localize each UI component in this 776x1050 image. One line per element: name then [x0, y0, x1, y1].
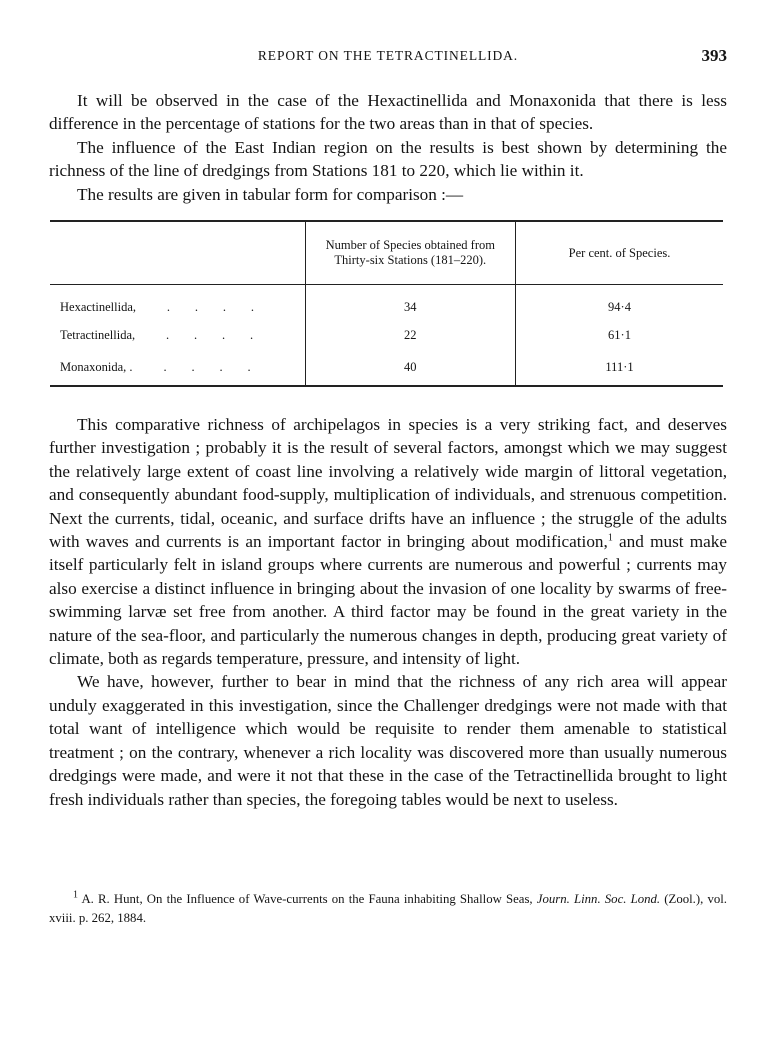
- table-cell-count: 40: [305, 349, 516, 386]
- table-cell-count: 34: [305, 285, 516, 322]
- table-cell-group: [50, 349, 305, 386]
- table-header-blank: [50, 221, 305, 285]
- group-name: Monaxonida, .: [60, 359, 133, 374]
- intro-paragraph-1: It will be observed in the case of the Hexactinellida and Monaxonida that there is less difference in the percentage of stations for the two areas than in that of species.: [49, 91, 727, 134]
- table-cell-percent: 61·1: [608, 327, 631, 342]
- table-header-count-text: Number of Species obtained from Thirty-six Stations (181–220).: [325, 238, 495, 267]
- footnote-text-b: (Zool.), vol. xviii. p. 262, 1884.: [49, 892, 728, 925]
- main-paragraph-2: We have, however, further to bear in mind that the richness of any rich area will appear unduly exaggerated in this investigation, since the Challenger dredgings were not made with that total want of intelligence which would be requisite to render them amenable to statistical treatment ; on the contrary, whenever a rich locality was discovered more than usually numerous dredgings were made, and were it not that these in the case of the Tetractinellida brought to light fresh individuals rather than species, the foregoing tables would be next to useless.: [49, 672, 727, 809]
- species-table: [50, 220, 723, 387]
- footnote-mark: 1: [73, 889, 78, 901]
- group-name: Hexactinellida,: [60, 299, 137, 314]
- table-cell-group: [50, 285, 305, 322]
- table-row: [50, 321, 723, 349]
- table-cell-percent: 111·1: [516, 349, 723, 386]
- table-row: [50, 349, 723, 386]
- page-header: [49, 46, 727, 70]
- leader-dots: . . . .: [166, 299, 255, 314]
- intro-section: [49, 89, 727, 206]
- main-paragraph-1: [49, 413, 727, 670]
- footnote-journal: Journ. Linn. Soc. Lond.: [536, 892, 661, 906]
- main-paragraph-1-part-a: This comparative richness of archipelagos in species is a very striking fact, and deserves further investigation ; probably it is the result of several factors, amongst which we may suggest the relatively large extent of coast line involving a relatively wide margin of littoral vegetation, and consequently abundant food-supply, multiplication of individuals, and strenuous competition. Next the currents, tidal, oceanic, and surface drifts have an influence ; the struggle of the adults with waves and currents is an important factor in bringing about modification,: [49, 415, 727, 552]
- footnote: [49, 890, 727, 927]
- table-row: [50, 285, 723, 322]
- table-cell-percent: 94·4: [608, 299, 631, 314]
- intro-paragraph-2: The influence of the East Indian region on the results is best shown by determining the richness of the line of dredgings from Stations 181 to 220, which lie within it.: [49, 137, 727, 181]
- group-name: Tetractinellida,: [60, 327, 136, 342]
- leader-dots: . . . .: [166, 327, 254, 342]
- table-cell-group: [50, 321, 305, 349]
- page-number: 393: [701, 46, 727, 65]
- table-header-row: [50, 221, 723, 285]
- intro-paragraph-3: The results are given in tabular form for comparison :—: [77, 184, 464, 204]
- main-section: [49, 413, 727, 811]
- running-title: REPORT ON THE TETRACTINELLIDA.: [257, 48, 519, 63]
- footnote-reference: 1: [607, 532, 613, 544]
- footnote-text-a: A. R. Hunt, On the Influence of Wave-currents on the Fauna inhabiting Shallow Seas,: [81, 892, 533, 906]
- table-header-count: [305, 221, 516, 285]
- table-header-percent: Per cent. of Species.: [516, 221, 723, 285]
- table-cell-count: 22: [305, 321, 516, 349]
- leader-dots: . . . .: [163, 359, 251, 374]
- main-paragraph-1-part-b: and must make itself particularly felt in island groups where currents are numerous and powerful ; currents may also exercise a distinct influence in bringing about the invasion of one locality by swarms of free-swimming larvæ set free from another. A third factor may be found in the great variety in the nature of the sea-floor, and particularly the numerous changes in depth, producing great variety of climate, both as regards temperature, pressure, and intensity of light.: [49, 532, 727, 669]
